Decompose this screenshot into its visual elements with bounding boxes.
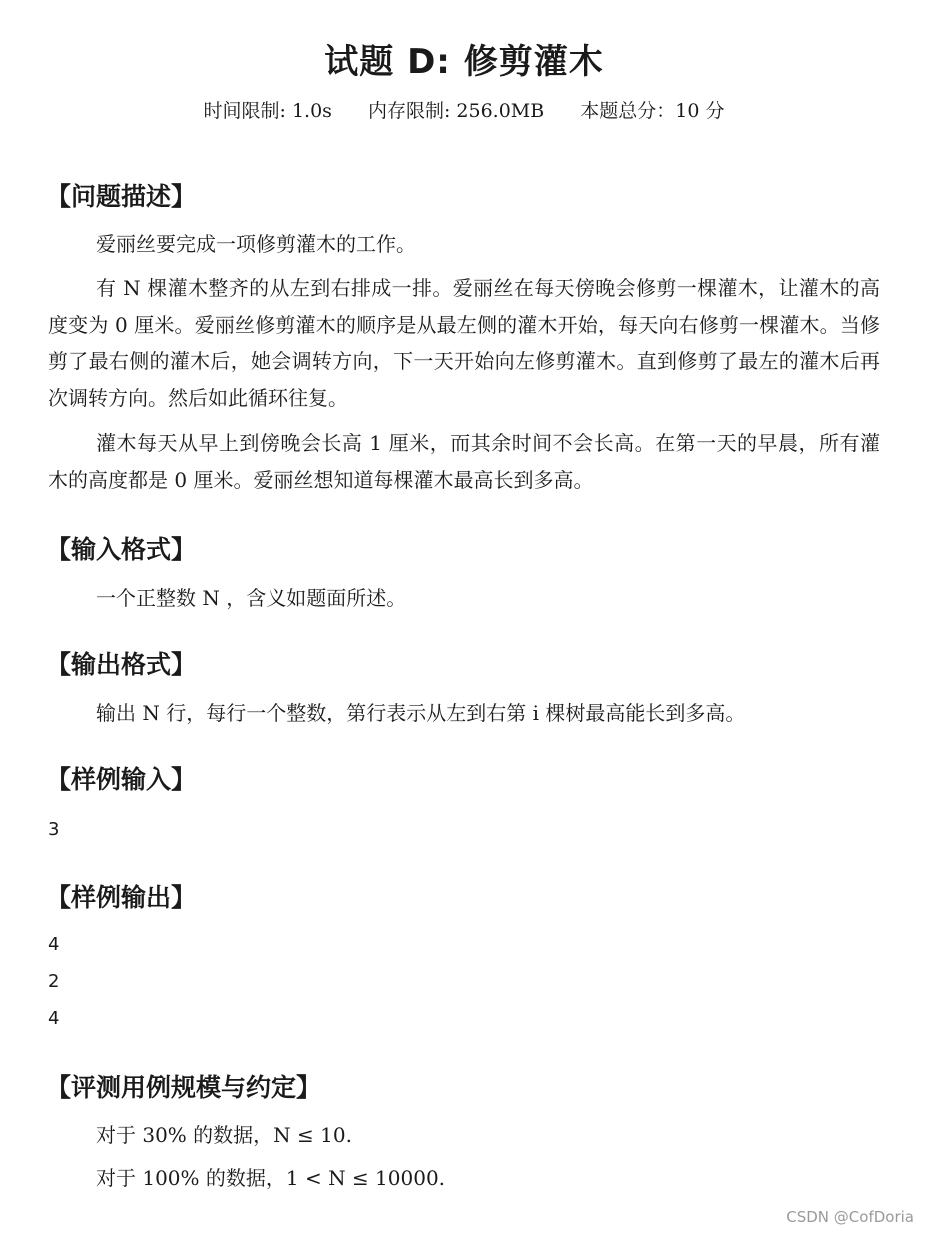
description-heading: 【问题描述】 <box>46 182 197 211</box>
description-paragraph-2: 有 N 棵灌木整齐的从左到右排成一排。爱丽丝在每天傍晚会修剪一棵灌木，让灌木的高度变为 0 厘米。爱丽丝修剪灌木的顺序是从最左侧的灌木开始，每天向右修剪一棵灌木。当修剪了最右侧的灌木后，她会调转方向，下一天开始向左修剪灌木。直到修剪了最左的灌木后再次调转方向。然后如此循环往复。 <box>48 276 880 410</box>
memory-limit: 内存限制: 256.0MB <box>367 100 545 122</box>
problem-title: 试题 D: 修剪灌木 <box>324 42 604 82</box>
sample-input-heading: 【样例输入】 <box>46 765 197 794</box>
input-format-text: 一个正整数 N ，含义如题面所述。 <box>96 586 407 610</box>
output-format-text: 输出 N 行，每行一个整数，第行表示从左到右第 i 棵树最高能长到多高。 <box>96 701 746 725</box>
description-paragraph-3: 灌木每天从早上到傍晚会长高 1 厘米，而其余时间不会长高。在第一天的早晨，所有灌木的高度都是 0 厘米。爱丽丝想知道每棵灌木最高长到多高。 <box>48 431 880 492</box>
description-paragraph-1: 爱丽丝要完成一项修剪灌木的工作。 <box>96 232 416 256</box>
problem-meta <box>0 96 928 123</box>
input-format-heading: 【输入格式】 <box>46 535 197 564</box>
time-limit: 时间限制: 1.0s <box>203 100 332 122</box>
constraint-line-1: 对于 30% 的数据，N ≤ 10. <box>96 1123 352 1147</box>
constraints-heading: 【评测用例规模与约定】 <box>46 1073 322 1102</box>
total-score: 本题总分：10 分 <box>580 100 725 122</box>
watermark: CSDN @CofDoria <box>786 1208 914 1226</box>
constraint-line-2: 对于 100% 的数据，1 < N ≤ 10000. <box>96 1166 446 1190</box>
sample-input-code: 3 <box>48 819 60 840</box>
sample-output-heading: 【样例输出】 <box>46 883 197 912</box>
sample-output-code: 4 2 4 <box>48 934 60 1029</box>
output-format-heading: 【输出格式】 <box>46 650 197 679</box>
